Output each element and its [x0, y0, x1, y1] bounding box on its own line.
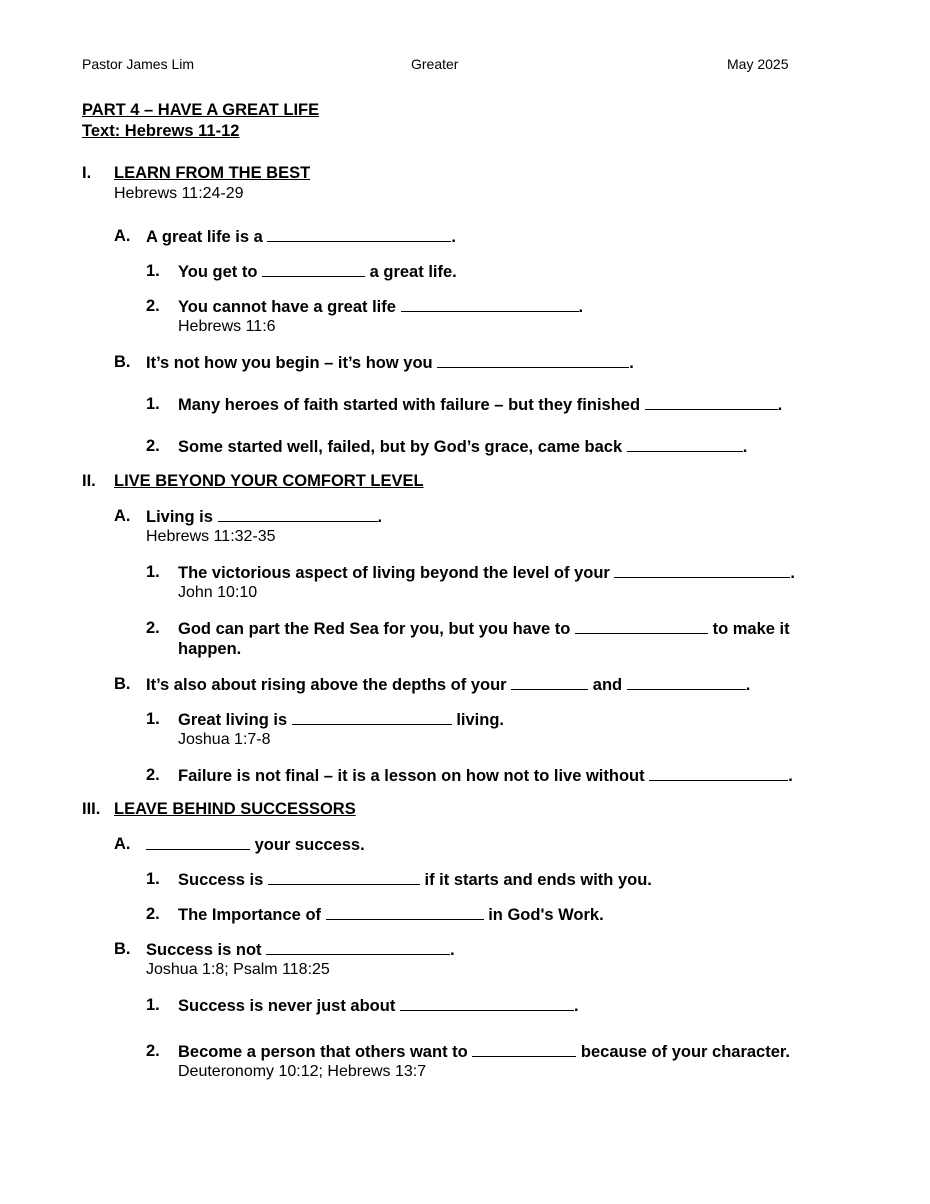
section-1-numeral: I.: [82, 164, 92, 182]
fill-in-blank[interactable]: [262, 262, 365, 277]
s1-A2-num: 2.: [146, 297, 160, 315]
s3-A1-num: 1.: [146, 870, 160, 888]
fill-in-blank[interactable]: [472, 1042, 576, 1057]
fill-in-blank[interactable]: [645, 395, 778, 410]
s2-A2-num: 2.: [146, 619, 160, 637]
fill-in-blank[interactable]: [511, 675, 588, 690]
s2-A1-ref: John 10:10: [178, 584, 258, 601]
s2-B1-point: Great living is living.: [178, 711, 504, 729]
s2-A-point: Living is .: [146, 508, 383, 526]
s2-A2-continuation: happen.: [178, 640, 242, 658]
s2-A-letter: A.: [114, 507, 131, 525]
s2-B-letter: B.: [114, 675, 131, 693]
s3-A2-point: The Importance of in God's Work.: [178, 906, 604, 924]
s2-B2-point: Failure is not final – it is a lesson on how not to live without .: [178, 767, 793, 785]
fill-in-blank[interactable]: [614, 563, 790, 578]
s1-B-letter: B.: [114, 353, 131, 371]
s3-A2-num: 2.: [146, 905, 160, 923]
fill-in-blank[interactable]: [649, 766, 788, 781]
part-title: PART 4 – HAVE A GREAT LIFE: [82, 101, 320, 119]
fill-in-blank[interactable]: [627, 437, 743, 452]
fill-in-blank[interactable]: [266, 940, 450, 955]
s2-B2-num: 2.: [146, 766, 160, 784]
fill-in-blank[interactable]: [401, 297, 579, 312]
s2-B-point: It’s also about rising above the depths of your and .: [146, 676, 751, 694]
s3-B-letter: B.: [114, 940, 131, 958]
section-3-heading: LEAVE BEHIND SUCCESSORS: [114, 800, 356, 818]
s3-A-point: your success.: [146, 835, 365, 855]
s3-B2-ref: Deuteronomy 10:12; Hebrews 13:7: [178, 1063, 427, 1080]
s1-A2-point: You cannot have a great life .: [178, 298, 584, 316]
s3-B-ref: Joshua 1:8; Psalm 118:25: [146, 961, 330, 978]
section-1-ref: Hebrews 11:24-29: [114, 185, 244, 202]
s1-A-letter: A.: [114, 227, 131, 245]
s1-A1-point: You get to a great life.: [178, 263, 457, 281]
fill-in-blank[interactable]: [218, 507, 378, 522]
section-2-numeral: II.: [82, 472, 96, 490]
s1-A-point: A great life is a .: [146, 228, 456, 246]
s2-A1-num: 1.: [146, 563, 160, 581]
s1-A1-num: 1.: [146, 262, 160, 280]
s3-B1-num: 1.: [146, 996, 160, 1014]
s1-B1-num: 1.: [146, 395, 160, 413]
s2-A2-point: God can part the Red Sea for you, but you have to to make it: [178, 620, 790, 638]
s1-B-point: It’s not how you begin – it’s how you .: [146, 354, 634, 372]
s3-B1-point: Success is never just about .: [178, 997, 579, 1015]
fill-in-blank[interactable]: [268, 870, 420, 885]
s2-A-ref: Hebrews 11:32-35: [146, 528, 276, 545]
header-author: Pastor James Lim: [82, 56, 195, 72]
fill-in-blank[interactable]: [437, 353, 629, 368]
section-3-numeral: III.: [82, 800, 101, 818]
s2-B1-ref: Joshua 1:7-8: [178, 731, 271, 748]
section-2-heading: LIVE BEYOND YOUR COMFORT LEVEL: [114, 472, 424, 490]
s1-B2-num: 2.: [146, 437, 160, 455]
s1-A2-ref: Hebrews 11:6: [178, 318, 276, 335]
s3-B2-num: 2.: [146, 1042, 160, 1060]
s3-B-point: Success is not .: [146, 941, 455, 959]
header-date: May 2025: [727, 56, 789, 72]
s2-B1-num: 1.: [146, 710, 160, 728]
fill-in-blank[interactable]: [575, 619, 708, 634]
s1-B2-point: Some started well, failed, but by God’s grace, came back .: [178, 438, 748, 456]
fill-in-blank[interactable]: [326, 905, 484, 920]
fill-in-blank[interactable]: [146, 835, 250, 850]
fill-in-blank[interactable]: [267, 227, 451, 242]
section-1-heading: LEARN FROM THE BEST: [114, 164, 311, 182]
s3-A-letter: A.: [114, 835, 131, 853]
s1-B1-point: Many heroes of faith started with failure – but they finished .: [178, 396, 783, 414]
s3-B2-point: Become a person that others want to because of your character.: [178, 1043, 791, 1061]
fill-in-blank[interactable]: [627, 675, 746, 690]
s3-A1-point: Success is if it starts and ends with you.: [178, 871, 652, 889]
text-reference: Text: Hebrews 11-12: [82, 122, 240, 140]
s2-A1-point: The victorious aspect of living beyond the level of your .: [178, 564, 796, 582]
fill-in-blank[interactable]: [400, 996, 574, 1011]
header-title: Greater: [411, 56, 459, 72]
fill-in-blank[interactable]: [292, 710, 452, 725]
